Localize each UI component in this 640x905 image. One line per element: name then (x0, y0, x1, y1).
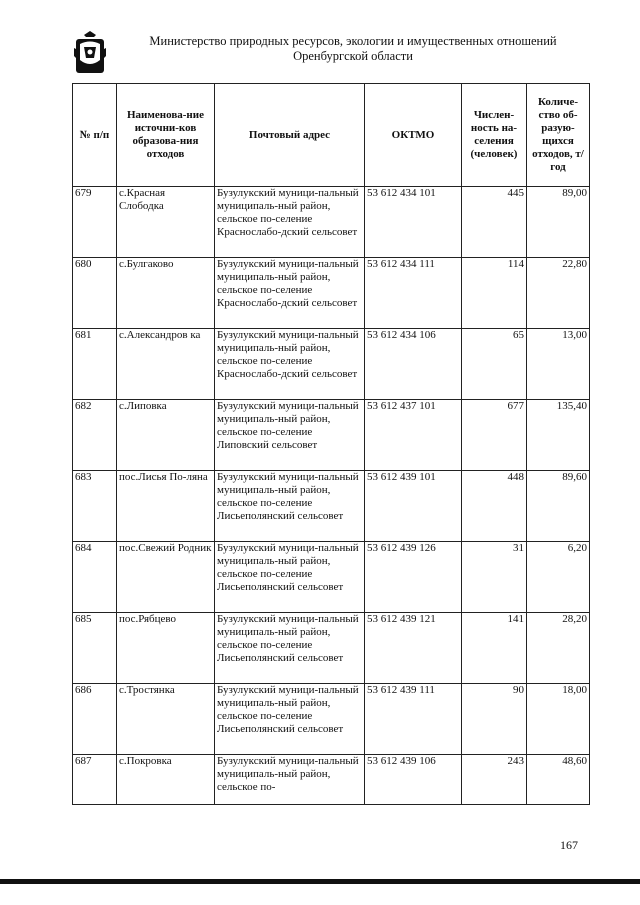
oktmo-code: 53 612 434 111 (365, 258, 462, 329)
oktmo-code: 53 612 434 101 (365, 187, 462, 258)
source-name: пос.Рябцево (117, 613, 215, 684)
population: 114 (462, 258, 527, 329)
postal-address: Бузулукский муници-пальный муниципаль-ный район, сельское по- (215, 755, 365, 805)
table-row (73, 613, 590, 684)
table-row (73, 187, 590, 258)
postal-address: Бузулукский муници-пальный муниципаль-ный район, сельское по-селение Лисьеполянский сельсовет (215, 471, 365, 542)
source-name: с.Булгаково (117, 258, 215, 329)
table-row (73, 684, 590, 755)
oktmo-code: 53 612 439 121 (365, 613, 462, 684)
postal-address: Бузулукский муници-пальный муниципаль-ный район, сельское по-селение Краснослабо-дский сельсовет (215, 187, 365, 258)
column-header-waste-amount: Количе-ство об-разую-щихся отходов, т/год (527, 84, 590, 187)
population: 243 (462, 755, 527, 805)
ministry-name: Министерство природных ресурсов, экологии и имущественных отношений (149, 34, 557, 48)
row-number: 683 (73, 471, 117, 542)
column-header-oktmo: ОКТМО (365, 84, 462, 187)
population: 65 (462, 329, 527, 400)
page-bottom-rule (0, 879, 640, 884)
table-row (73, 542, 590, 613)
column-header-number: № п/п (73, 84, 117, 187)
table-row (73, 471, 590, 542)
column-header-population: Числен-ность на-селения (человек) (462, 84, 527, 187)
postal-address: Бузулукский муници-пальный муниципаль-ный район, сельское по-селение Краснослабо-дский сельсовет (215, 258, 365, 329)
table-row (73, 258, 590, 329)
waste-amount: 28,20 (527, 613, 590, 684)
postal-address: Бузулукский муници-пальный муниципаль-ный район, сельское по-селение Лисьеполянский сельсовет (215, 684, 365, 755)
waste-amount: 22,80 (527, 258, 590, 329)
ministry-header (118, 34, 588, 64)
waste-sources-table (72, 83, 590, 805)
waste-amount: 89,60 (527, 471, 590, 542)
population: 31 (462, 542, 527, 613)
oktmo-code: 53 612 437 101 (365, 400, 462, 471)
oktmo-code: 53 612 439 106 (365, 755, 462, 805)
row-number: 679 (73, 187, 117, 258)
postal-address: Бузулукский муници-пальный муниципаль-ный район, сельское по-селение Липовский сельсовет (215, 400, 365, 471)
source-name: с.Красная Слободка (117, 187, 215, 258)
row-number: 686 (73, 684, 117, 755)
waste-amount: 135,40 (527, 400, 590, 471)
postal-address: Бузулукский муници-пальный муниципаль-ный район, сельское по-селение Лисьеполянский сельсовет (215, 613, 365, 684)
row-number: 681 (73, 329, 117, 400)
oktmo-code: 53 612 439 111 (365, 684, 462, 755)
row-number: 685 (73, 613, 117, 684)
region-name: Оренбургской области (293, 49, 413, 63)
row-number: 687 (73, 755, 117, 805)
row-number: 680 (73, 258, 117, 329)
table-row (73, 755, 590, 805)
source-name: пос.Лисья По-ляна (117, 471, 215, 542)
population: 677 (462, 400, 527, 471)
source-name: с.Александров ка (117, 329, 215, 400)
population: 90 (462, 684, 527, 755)
oktmo-code: 53 612 439 126 (365, 542, 462, 613)
column-header-address: Почтовый адрес (215, 84, 365, 187)
waste-amount: 6,20 (527, 542, 590, 613)
waste-amount: 13,00 (527, 329, 590, 400)
source-name: с.Тростянка (117, 684, 215, 755)
population: 141 (462, 613, 527, 684)
postal-address: Бузулукский муници-пальный муниципаль-ный район, сельское по-селение Лисьеполянский сельсовет (215, 542, 365, 613)
source-name: пос.Свежий Родник (117, 542, 215, 613)
page-number: 167 (560, 838, 578, 852)
table-header-row (73, 84, 590, 187)
oktmo-code: 53 612 434 106 (365, 329, 462, 400)
column-header-source-name: Наименова-ние источни-ков образова-ния отходов (117, 84, 215, 187)
table-row (73, 329, 590, 400)
population: 445 (462, 187, 527, 258)
table-row (73, 400, 590, 471)
oktmo-code: 53 612 439 101 (365, 471, 462, 542)
population: 448 (462, 471, 527, 542)
row-number: 682 (73, 400, 117, 471)
waste-amount: 89,00 (527, 187, 590, 258)
coat-of-arms-icon (72, 30, 108, 76)
postal-address: Бузулукский муници-пальный муниципаль-ный район, сельское по-селение Краснослабо-дский сельсовет (215, 329, 365, 400)
row-number: 684 (73, 542, 117, 613)
source-name: с.Липовка (117, 400, 215, 471)
waste-amount: 48,60 (527, 755, 590, 805)
source-name: с.Покровка (117, 755, 215, 805)
waste-amount: 18,00 (527, 684, 590, 755)
